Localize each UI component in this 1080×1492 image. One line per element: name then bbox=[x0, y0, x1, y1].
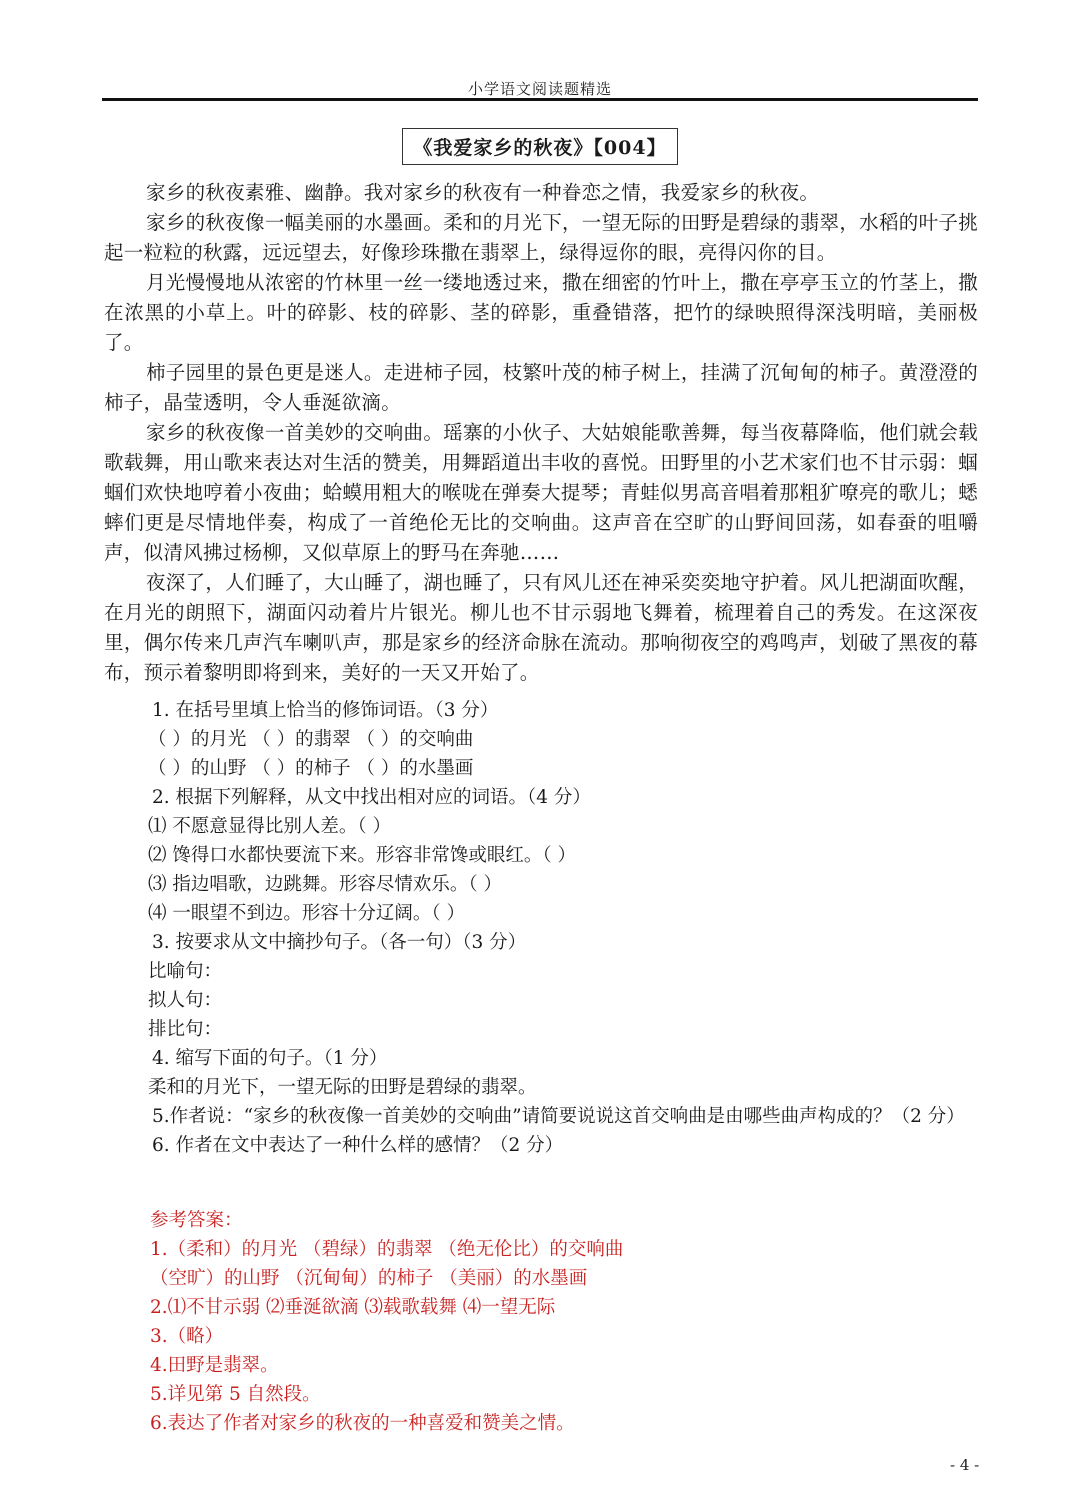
questions-section bbox=[104, 696, 978, 1160]
header-divider bbox=[102, 98, 978, 101]
question-6: 6. 作者在文中表达了一种什么样的感情？（2 分） bbox=[152, 1135, 564, 1156]
question-4: 4. 缩写下面的句子。（1 分） bbox=[152, 1048, 388, 1069]
question-3-item: 拟人句： bbox=[148, 990, 223, 1011]
answer-line: 2.⑴不甘示弱 ⑵垂涎欲滴 ⑶载歌载舞 ⑷一望无际 bbox=[150, 1297, 556, 1318]
answers-heading: 参考答案： bbox=[150, 1210, 243, 1231]
answer-line: 1.（柔和）的月光 （碧绿）的翡翠 （绝无伦比）的交响曲 bbox=[150, 1239, 624, 1260]
question-2-item: ⑶ 指边唱歌，边跳舞。形容尽情欢乐。（ ） bbox=[148, 874, 503, 895]
question-2: 2. 根据下列解释，从文中找出相对应的词语。（4 分） bbox=[152, 787, 591, 808]
question-1: 1. 在括号里填上恰当的修饰词语。（3 分） bbox=[152, 700, 499, 721]
page-header: 小学语文阅读题精选 bbox=[467, 80, 612, 98]
question-3-item: 比喻句： bbox=[148, 961, 223, 982]
answer-line: （空旷）的山野 （沉甸甸）的柿子 （美丽）的水墨画 bbox=[150, 1268, 588, 1289]
article-paragraph: 家乡的秋夜像一幅美丽的水墨画。柔和的月光下，一望无际的田野是碧绿的翡翠，水稻的叶子挑起一粒粒的秋露，远远望去，好像珍珠撒在翡翠上，绿得逗你的眼，亮得闪你的目。 bbox=[104, 211, 978, 264]
page-number: - 4 - bbox=[950, 1456, 980, 1474]
article-paragraph: 柿子园里的景色更是迷人。走进柿子园，枝繁叶茂的柿子树上，挂满了沉甸甸的柿子。黄澄澄的柿子，晶莹透明，令人垂涎欲滴。 bbox=[104, 361, 978, 414]
question-2-item: ⑵ 馋得口水都快要流下来。形容非常馋或眼红。（ ） bbox=[148, 845, 577, 866]
question-3-item: 排比句： bbox=[148, 1019, 223, 1040]
article-paragraph: 月光慢慢地从浓密的竹林里一丝一缕地透过来，撒在细密的竹叶上，撒在亭亭玉立的竹茎上，撒在浓黑的小草上。叶的碎影、枝的碎影、茎的碎影，重叠错落，把竹的绿映照得深浅明暗，美丽极了。 bbox=[104, 271, 978, 354]
question-1-line: （ ）的山野 （ ）的柿子 （ ）的水墨画 bbox=[148, 758, 474, 779]
question-5: 5.作者说：“家乡的秋夜像一首美妙的交响曲”请简要说说这首交响曲是由哪些曲声构成的？（2 分） bbox=[152, 1106, 965, 1127]
article-paragraph: 家乡的秋夜素雅、幽静。我对家乡的秋夜有一种眷恋之情，我爱家乡的秋夜。 bbox=[146, 181, 820, 204]
question-2-item: ⑴ 不愿意显得比别人差。（ ） bbox=[148, 816, 392, 837]
article-title: 《我爱家乡的秋夜》【004】 bbox=[402, 128, 677, 165]
article-paragraph: 夜深了，人们睡了，大山睡了，湖也睡了，只有风儿还在神采奕奕地守护着。风儿把湖面吹醒，在月光的朗照下，湖面闪动着片片银光。柳儿也不甘示弱地飞舞着，梳理着自己的秀发。在这深夜里，偶尔传来几声汽车喇叭声，那是家乡的经济命脉在流动。那响彻夜空的鸡鸣声，划破了黑夜的幕布，预示着黎明即将到来，美好的一天又开始了。 bbox=[104, 571, 978, 684]
question-1-line: （ ）的月光 （ ）的翡翠 （ ）的交响曲 bbox=[148, 729, 474, 750]
answer-line: 4.田野是翡翠。 bbox=[150, 1355, 279, 1376]
question-3: 3. 按要求从文中摘抄句子。（各一句）（3 分） bbox=[152, 932, 527, 953]
answer-line: 5.详见第 5 自然段。 bbox=[150, 1384, 321, 1405]
article-paragraph: 家乡的秋夜像一首美妙的交响曲。瑶寨的小伙子、大姑娘能歌善舞，每当夜幕降临，他们就会载歌载舞，用山歌来表达对生活的赞美，用舞蹈道出丰收的喜悦。田野里的小艺术家们也不甘示弱：蝈蝈们欢快地哼着小夜曲；蛤蟆用粗大的喉咙在弹奏大提琴；青蛙似男高音唱着那粗犷嘹亮的歌儿；蟋蟀们更是尽情地伴奏，构成了一首绝伦无比的交响曲。这声音在空旷的山野间回荡，如春蚕的咀嚼声，似清风拂过杨柳，又似草原上的野马在奔驰…… bbox=[104, 421, 978, 564]
question-4-sentence: 柔和的月光下，一望无际的田野是碧绿的翡翠。 bbox=[148, 1077, 537, 1098]
answer-line: 6.表达了作者对家乡的秋夜的一种喜爱和赞美之情。 bbox=[150, 1413, 575, 1434]
article-title-wrapper bbox=[0, 128, 1080, 165]
article-body bbox=[104, 178, 978, 688]
answers-section bbox=[150, 1206, 980, 1438]
answer-line: 3.（略） bbox=[150, 1326, 224, 1347]
question-2-item: ⑷ 一眼望不到边。形容十分辽阔。（ ） bbox=[148, 903, 466, 924]
